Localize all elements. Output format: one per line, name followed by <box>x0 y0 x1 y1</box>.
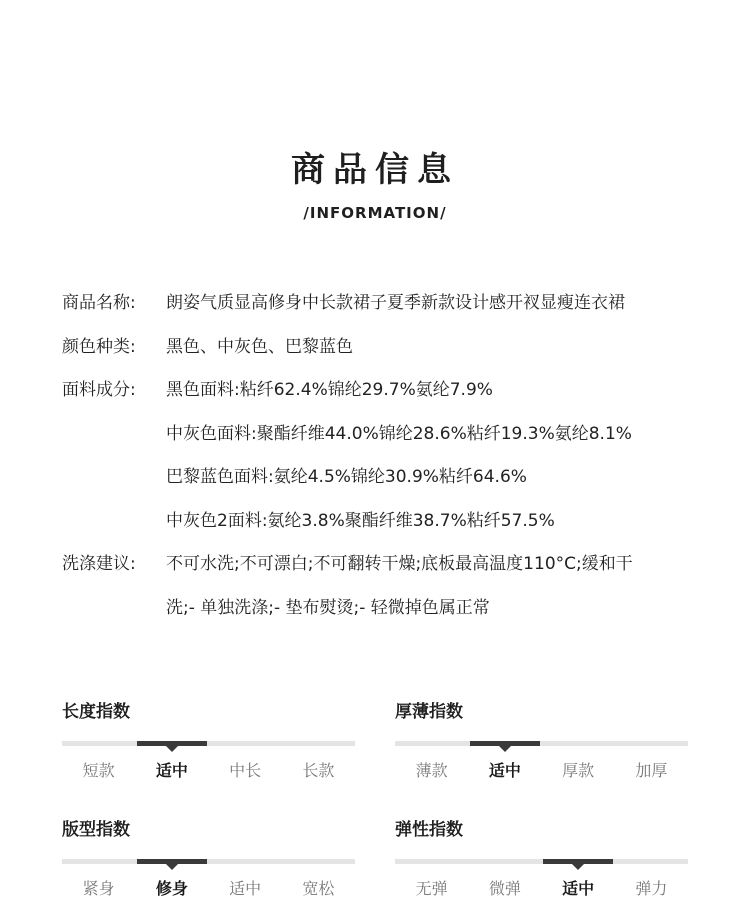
indicator-arrow-icon <box>499 746 511 752</box>
index-option: 紧身 <box>82 879 115 898</box>
index-option: 中长 <box>229 761 262 780</box>
index-title: 弹性指数 <box>395 820 463 840</box>
index-option: 适中 <box>488 761 521 780</box>
indicator-arrow-icon <box>166 864 178 870</box>
index-indicator <box>137 859 207 864</box>
index-indicator <box>137 741 207 746</box>
index-option: 适中 <box>155 761 188 780</box>
fabric-line: 巴黎蓝色面料:氨纶4.5%锦纶30.9%粘纤64.6% <box>166 467 527 487</box>
fabric-line: 中灰色2面料:氨纶3.8%聚酯纤维38.7%粘纤57.5% <box>166 510 555 531</box>
index-option: 长款 <box>302 761 335 780</box>
index-option: 薄款 <box>415 761 448 780</box>
indicator-arrow-icon <box>572 864 584 870</box>
index-track <box>62 859 355 864</box>
index-title: 厚薄指数 <box>395 702 463 722</box>
index-option: 厚款 <box>562 761 595 780</box>
index-track <box>62 741 355 746</box>
info-row-fabric <box>62 369 702 543</box>
fabric-label: 面料成分: <box>62 380 136 400</box>
index-option: 弹力 <box>635 879 668 898</box>
section-subtitle: /INFORMATION/ <box>303 204 447 222</box>
index-indicator <box>543 859 613 864</box>
index-option: 微弹 <box>488 879 521 898</box>
index-track <box>395 741 688 746</box>
index-title: 长度指数 <box>62 702 130 722</box>
index-track <box>395 859 688 864</box>
info-row-wash <box>62 543 702 630</box>
elasticity-index <box>395 818 688 900</box>
index-option: 适中 <box>229 879 262 898</box>
wash-line: 洗;- 单独洗涤;- 垫布熨烫;- 轻微掉色属正常 <box>166 597 490 618</box>
info-row-name <box>62 282 702 326</box>
index-option: 修身 <box>155 879 188 898</box>
info-row-color <box>62 326 702 370</box>
index-title: 版型指数 <box>62 820 130 840</box>
color-value: 黑色、中灰色、巴黎蓝色 <box>166 336 353 357</box>
section-title: 商品信息 <box>291 150 459 190</box>
product-info <box>62 282 702 630</box>
fabric-line: 中灰色面料:聚酯纤维44.0%锦纶28.6%粘纤19.3%氨纶8.1% <box>166 423 632 444</box>
color-label: 颜色种类: <box>62 336 136 357</box>
index-option: 短款 <box>82 761 115 780</box>
index-indicator <box>470 741 540 746</box>
index-option: 适中 <box>562 879 595 898</box>
wash-line: 不可水洗;不可漂白;不可翻转干燥;底板最高温度110°C;缓和干 <box>166 554 633 574</box>
index-option: 无弹 <box>415 879 448 898</box>
index-option: 宽松 <box>302 879 335 898</box>
fabric-line: 黑色面料:粘纤62.4%锦纶29.7%氨纶7.9% <box>166 380 493 400</box>
name-label: 商品名称: <box>62 293 136 313</box>
length-index <box>62 700 355 782</box>
thickness-index <box>395 700 688 782</box>
name-value: 朗姿气质显高修身中长款裙子夏季新款设计感开衩显瘦连衣裙 <box>166 293 625 313</box>
wash-label: 洗涤建议: <box>62 554 136 574</box>
indicator-arrow-icon <box>166 746 178 752</box>
index-option: 加厚 <box>635 761 668 780</box>
fit-index <box>62 818 355 900</box>
